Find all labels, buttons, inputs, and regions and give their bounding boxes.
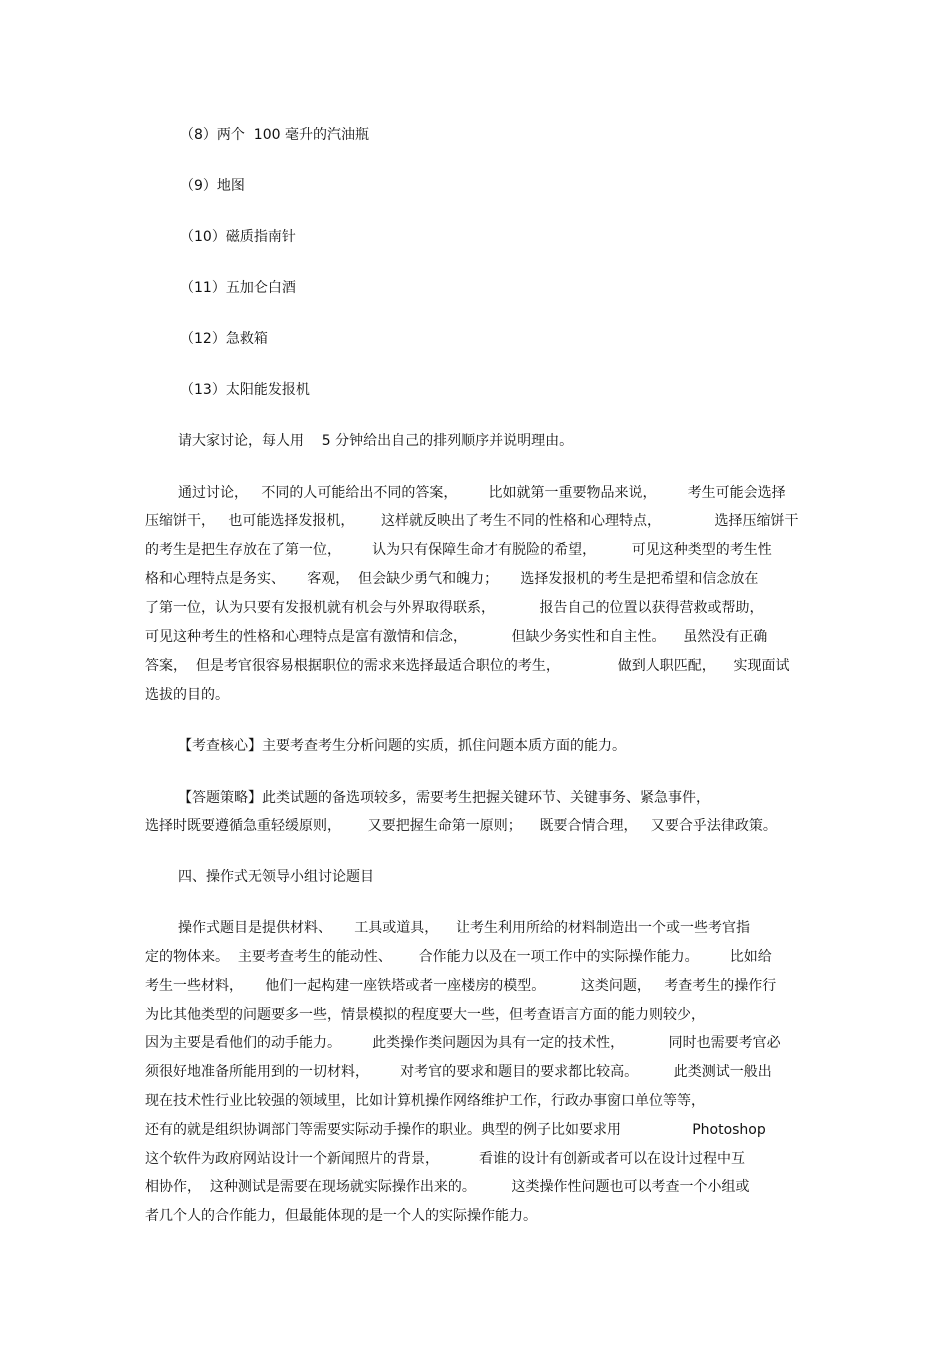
list-item: （10）磁质指南针 — [180, 229, 296, 245]
paragraph-line: 这个软件为政府网站设计一个新闻照片的背景， 看谁的设计有创新或者可以在设计过程中互 — [145, 1151, 746, 1167]
strategy-line: 选择时既要遵循急重轻缓原则， 又要把握生命第一原则； 既要合情合理， 又要合乎法律政策。 — [145, 818, 777, 834]
paragraph-line: 压缩饼干， 也可能选择发报机， 这样就反映出了考生不同的性格和心理特点， 选择压缩饼干 — [145, 513, 799, 529]
list-item: （11）五加仑白酒 — [180, 280, 296, 296]
paragraph-line: 考生一些材料， 他们一起构建一座铁塔或者一座楼房的模型。 这类问题， 考查考生的操作行 — [145, 978, 777, 994]
paragraph-line: 选拔的目的。 — [145, 687, 229, 703]
paragraph-line: 可见这种考生的性格和心理特点是富有激情和信念， 但缺少务实性和自主性。 虽然没有正确 — [145, 629, 768, 645]
core-text: 【考查核心】主要考查考生分析问题的实质，抓住问题本质方面的能力。 — [178, 738, 626, 754]
paragraph-line: 还有的就是组织协调部门等需要实际动手操作的职业。典型的例子比如要求用 Photoshop — [145, 1122, 766, 1138]
paragraph-line: 现在技术性行业比较强的领域里，比如计算机操作网络维护工作，行政办事窗口单位等等， — [145, 1093, 705, 1109]
strategy-line: 【答题策略】此类试题的备选项较多，需要考生把握关键环节、关键事务、紧急事件， — [178, 790, 710, 806]
paragraph-line: 者几个人的合作能力，但最能体现的是一个人的实际操作能力。 — [145, 1208, 537, 1224]
instruction-text: 请大家讨论，每人用 5 分钟给出自己的排列顺序并说明理由。 — [178, 433, 574, 449]
paragraph-line: 定的物体来。 主要考查考生的能动性、 合作能力以及在一项工作中的实际操作能力。 比如给 — [145, 949, 772, 965]
paragraph-line: 格和心理特点是务实、 客观， 但会缺少勇气和魄力； 选择发报机的考生是把希望和信念放在 — [145, 571, 759, 587]
paragraph-line: 因为主要是看他们的动手能力。 此类操作类问题因为具有一定的技术性， 同时也需要考官必 — [145, 1035, 781, 1051]
paragraph-line: 的考生是把生存放在了第一位， 认为只有保障生命才有脱险的希望， 可见这种类型的考生性 — [145, 542, 772, 558]
list-item: （8）两个 100 毫升的汽油瓶 — [180, 127, 369, 143]
list-item: （9）地图 — [180, 178, 245, 194]
paragraph-line: 了第一位，认为只要有发报机就有机会与外界取得联系， 报告自己的位置以获得营救或帮助， — [145, 600, 764, 616]
paragraph-line: 答案， 但是考官很容易根据职位的需求来选择最适合职位的考生， 做到人职匹配， 实现面试 — [145, 658, 790, 674]
paragraph-line: 操作式题目是提供材料、 工具或道具， 让考生利用所给的材料制造出一个或一些考官指 — [178, 920, 751, 936]
paragraph-line: 须很好地准备所能用到的一切材料， 对考官的要求和题目的要求都比较高。 此类测试一般出 — [145, 1064, 772, 1080]
paragraph-line: 相协作， 这种测试是需要在现场就实际操作出来的。 这类操作性问题也可以考查一个小组或 — [145, 1179, 750, 1195]
list-item: （12）急救箱 — [180, 331, 268, 347]
list-item: （13）太阳能发报机 — [180, 382, 310, 398]
paragraph-line: 为比其他类型的问题要多一些，情景模拟的程度要大一些，但考查语言方面的能力则较少， — [145, 1007, 705, 1023]
paragraph-line: 通过讨论， 不同的人可能给出不同的答案， 比如就第一重要物品来说， 考生可能会选择 — [178, 485, 786, 501]
section-title: 四、操作式无领导小组讨论题目 — [178, 869, 374, 885]
